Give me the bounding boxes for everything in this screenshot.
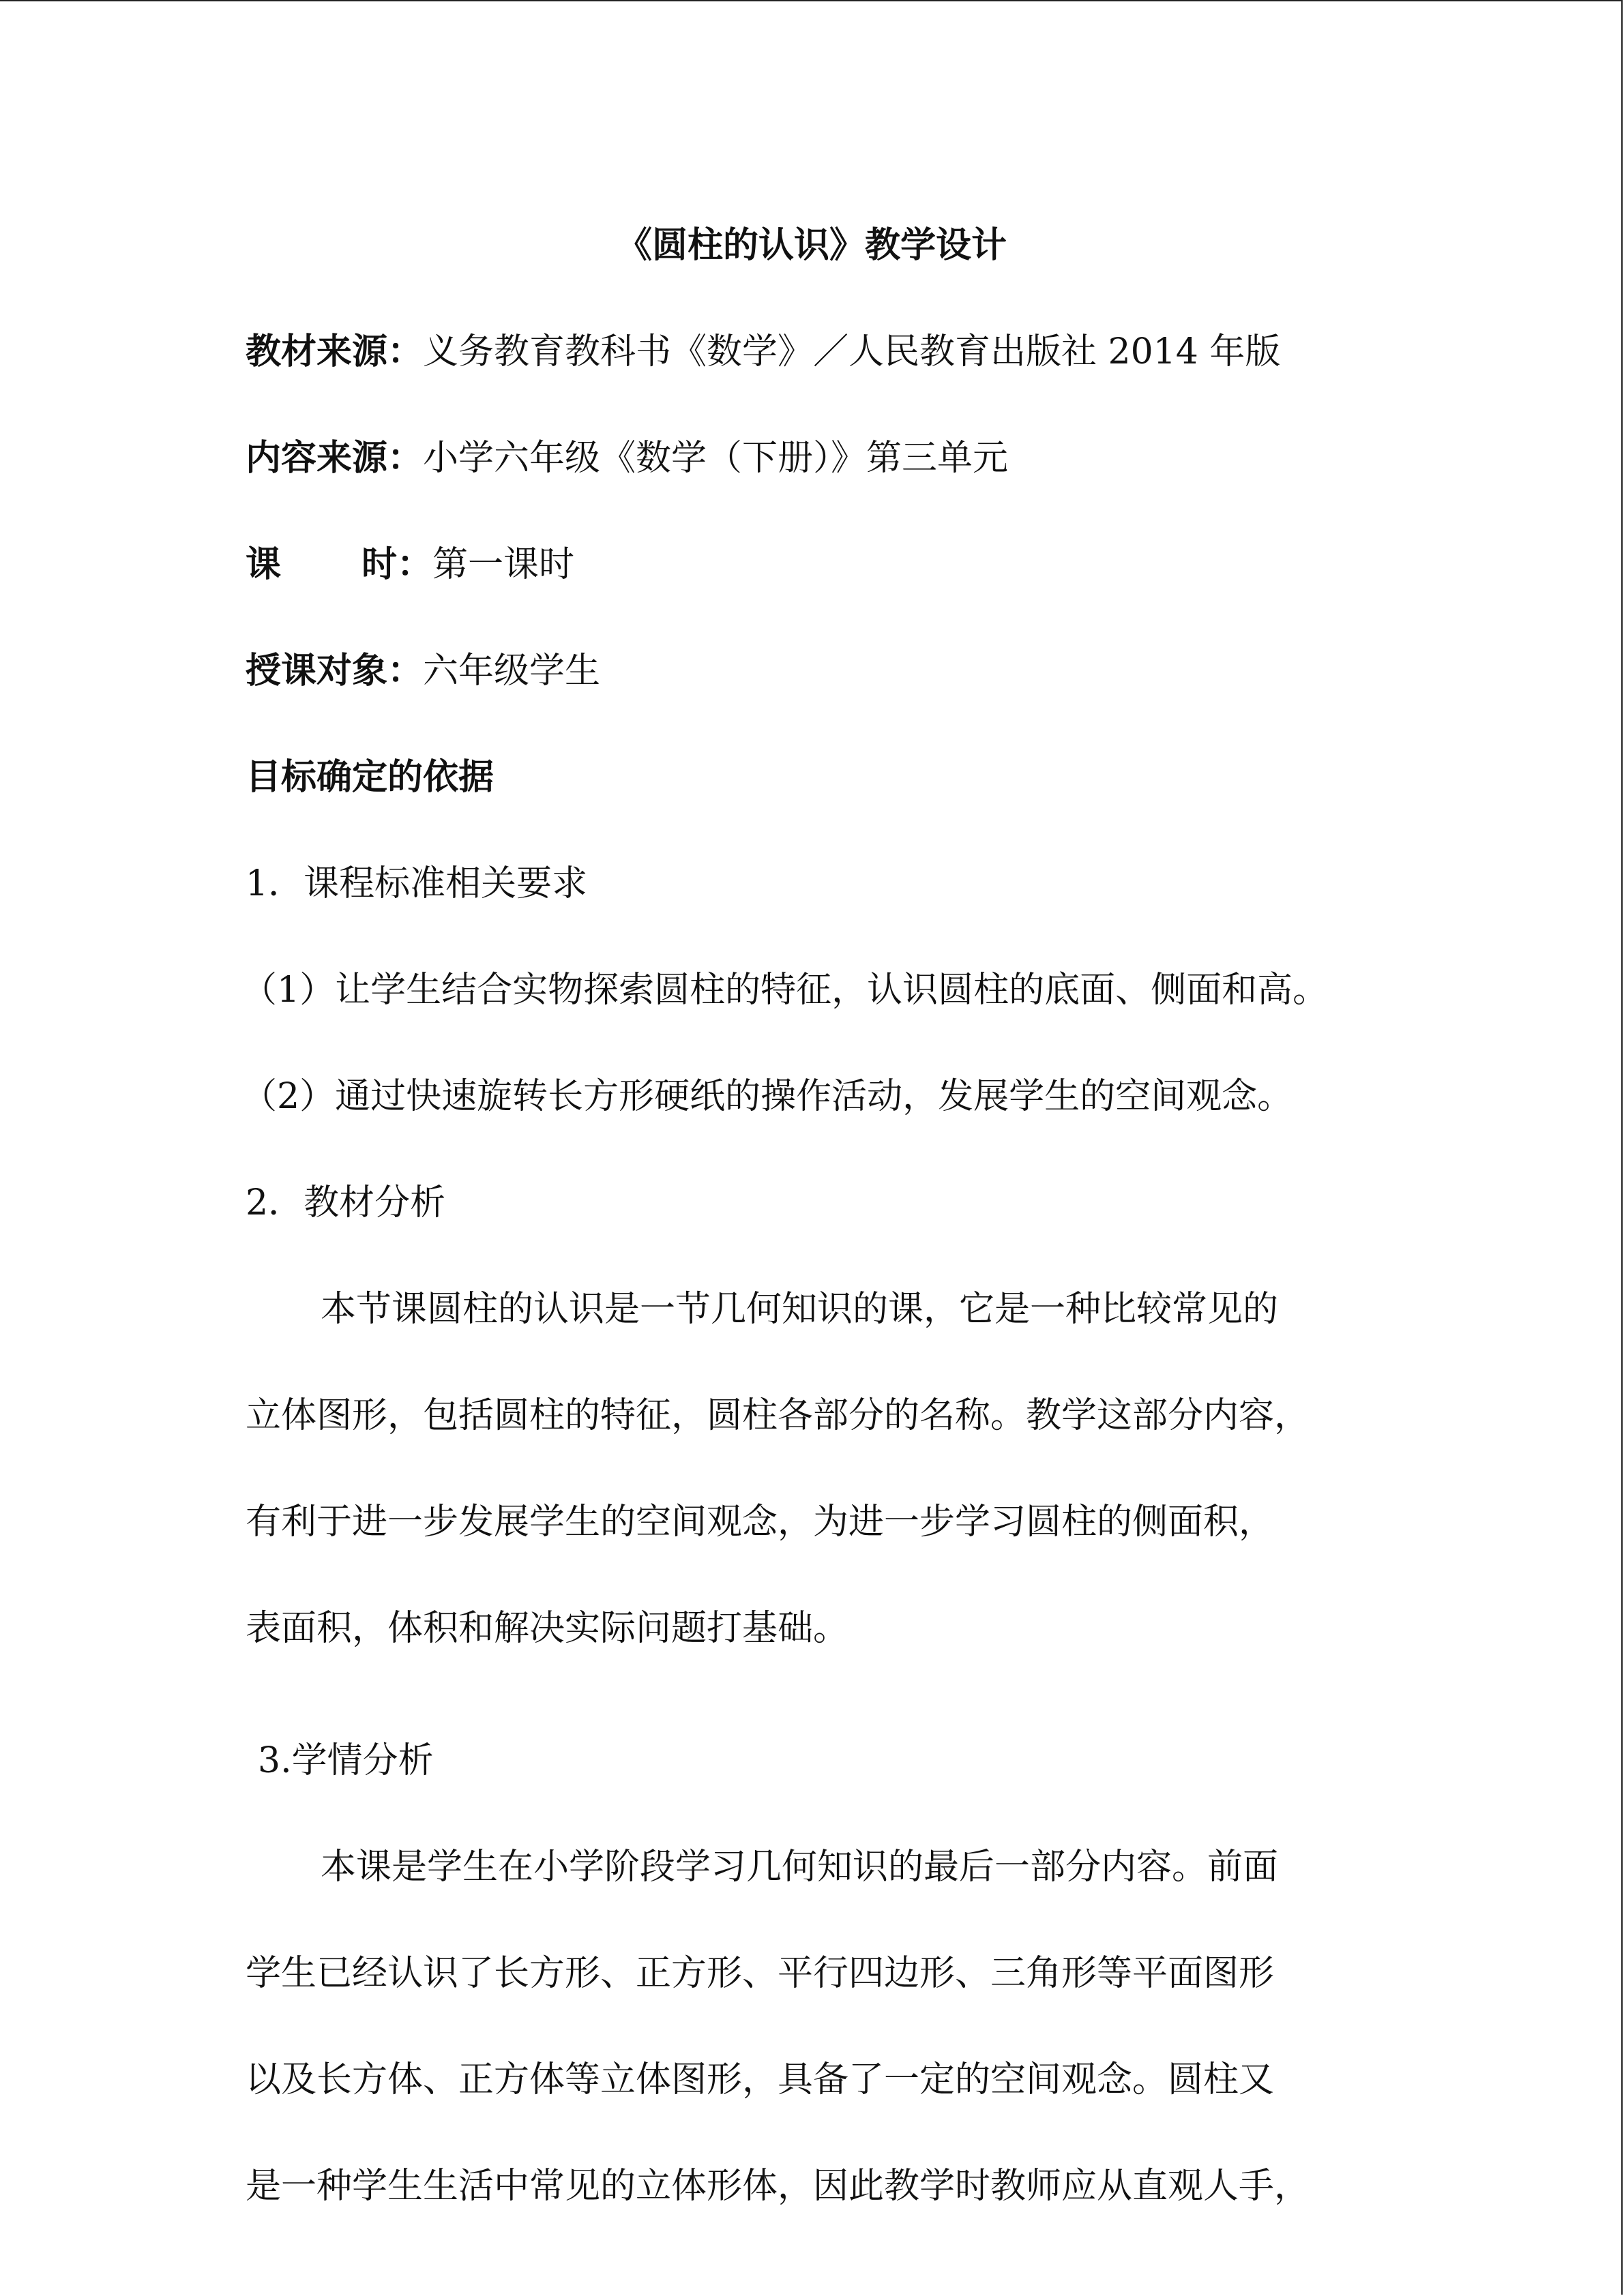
item2-paragraph-line: 本节课圆柱的认识是一节几何知识的课，它是一种比较常见的 — [321, 1289, 1279, 1330]
item3-paragraph-line: 以及长方体、正方体等立体图形，具备了一定的空间观念。圆柱又 — [246, 2059, 1275, 2100]
meta-label: 教材来源： — [246, 331, 424, 372]
meta-class-period — [246, 537, 574, 592]
item3-paragraph-line: 是一种学生生活中常见的立体形体，因此教学时教师应从直观人手， — [246, 2166, 1310, 2207]
meta-value: 六年级学生 — [423, 651, 601, 691]
meta-audience — [246, 644, 600, 698]
item3-paragraph-line: 学生已经认识了长方形、正方形、平行四边形、三角形等平面图形 — [246, 1953, 1275, 1994]
meta-content-source — [246, 431, 1008, 486]
item1-heading: 1．课程标准相关要求 — [246, 863, 588, 904]
item2-paragraph-line: 立体图形，包括圆柱的特征，圆柱各部分的名称。教学这部分内容， — [246, 1395, 1310, 1436]
document-title: 《圆柱的认识》教学设计 — [616, 225, 1007, 266]
item3-paragraph-line: 本课是学生在小学阶段学习几何知识的最后一部分内容。前面 — [321, 1847, 1279, 1888]
meta-value: 小学六年级《数学（下册）》第三单元 — [423, 438, 1009, 479]
meta-label-part-b: 时： — [361, 544, 433, 585]
meta-label: 内容来源： — [246, 438, 424, 479]
item2-paragraph-line: 有利于进一步发展学生的空间观念，为进一步学习圆柱的侧面积， — [246, 1502, 1275, 1542]
item1-point: （2）通过快速旋转长方形硬纸的操作活动，发展学生的空间观念。 — [241, 1076, 1293, 1117]
item2-paragraph-line: 表面积，体积和解决实际问题打基础。 — [246, 1608, 849, 1649]
meta-textbook-source — [246, 325, 1280, 379]
item3-heading: 3.学情分析 — [258, 1740, 434, 1781]
meta-value: 第一课时 — [432, 544, 575, 585]
item2-heading: 2．教材分析 — [246, 1182, 446, 1223]
section-heading: 目标确定的依据 — [246, 757, 494, 798]
meta-value: 义务教育教科书《数学》／人民教育出版社 2014 年版 — [423, 331, 1281, 372]
meta-label-part-a: 课 — [246, 544, 282, 585]
meta-label: 授课对象： — [246, 651, 424, 691]
item1-point: （1）让学生结合实物探索圆柱的特征，认识圆柱的底面、侧面和高。 — [241, 970, 1329, 1011]
